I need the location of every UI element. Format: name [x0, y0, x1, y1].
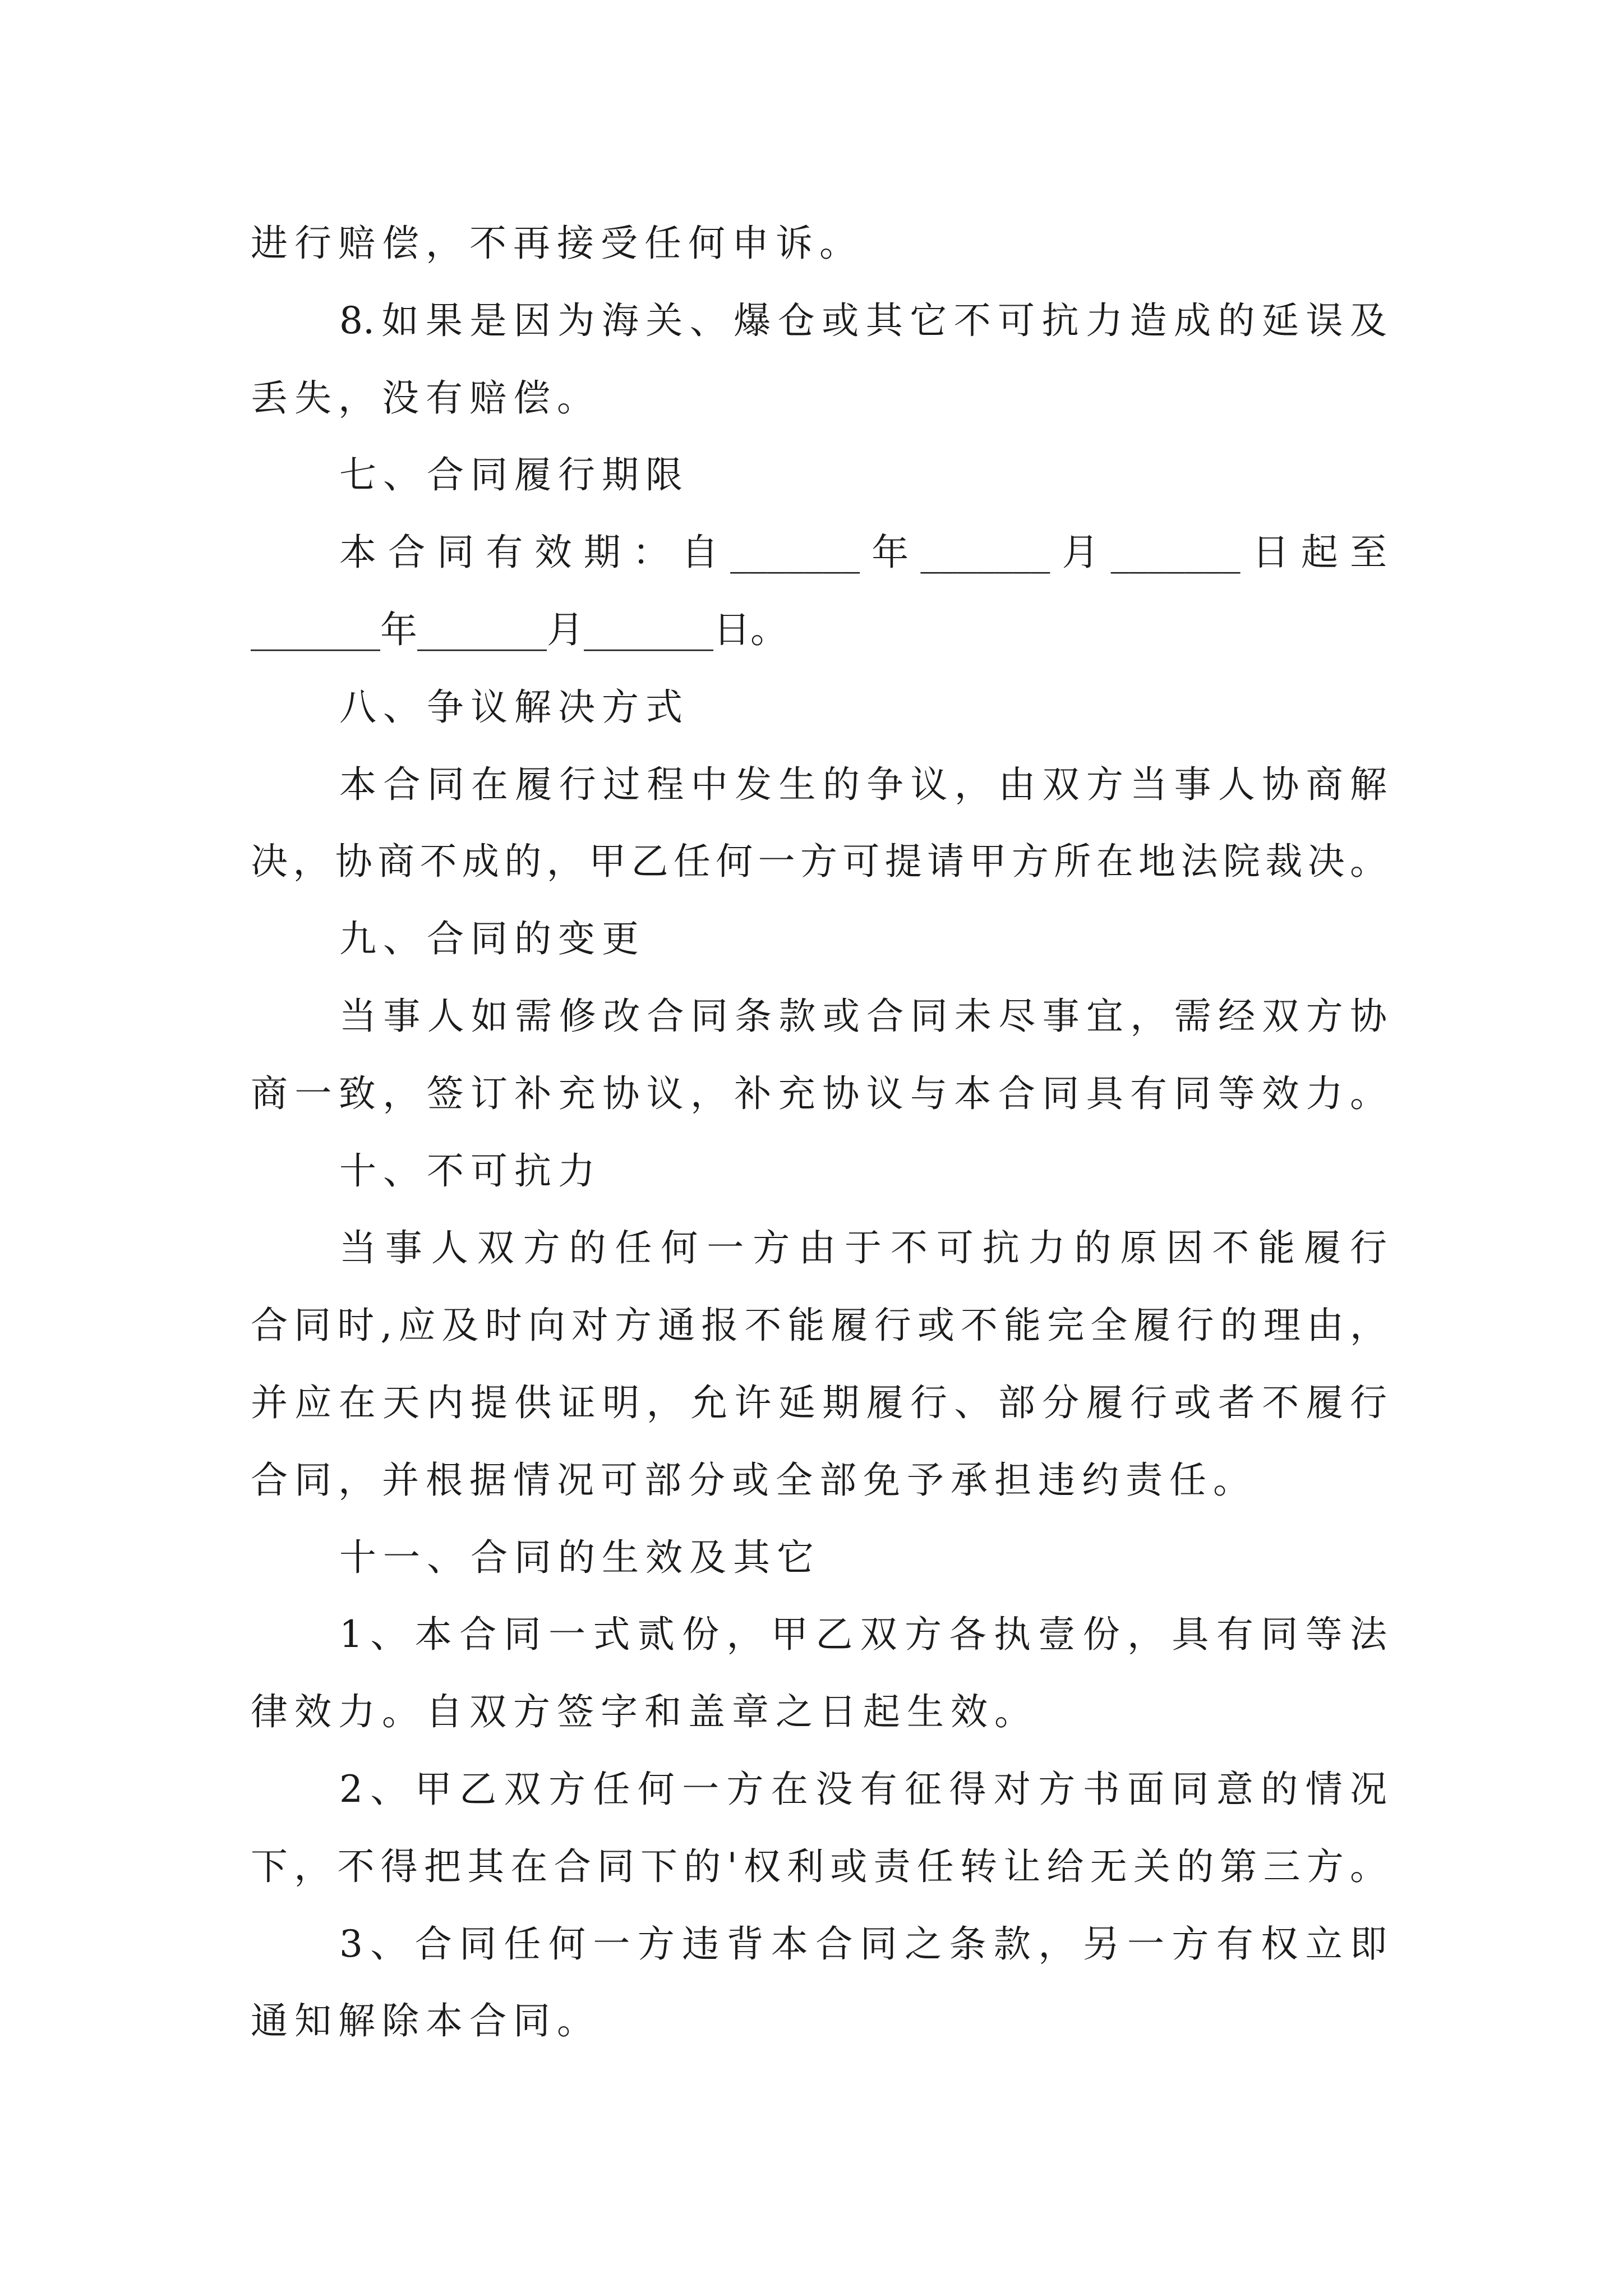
contract-changes-line-1: 当事人如需修改合同条款或合同未尽事宜，需经双方协 [339, 994, 1387, 1038]
effectiveness-clause-1-line-1: 1、本合同一式贰份，甲乙双方各执壹份，具有同等法 [339, 1613, 1387, 1657]
force-majeure-line-4: 合同，并根据情况可部分或全部免予承担违约责任。 [251, 1458, 1257, 1502]
section-heading-dispute-resolution: 八、争议解决方式 [339, 685, 689, 729]
force-majeure-line-1: 当事人双方的任何一方由于不可抗力的原因不能履行 [339, 1226, 1387, 1270]
contract-changes-line-2: 商一致，签订补充协议，补充协议与本合同具有同等效力。 [251, 1071, 1387, 1115]
effectiveness-clause-1-line-2: 律效力。自双方签字和盖章之日起生效。 [251, 1690, 1038, 1734]
section-heading-contract-changes: 九、合同的变更 [339, 917, 645, 961]
dispute-resolution-line-2: 决，协商不成的，甲乙任何一方可提请甲方所在地法院裁决。 [251, 840, 1387, 884]
force-majeure-line-2: 合同时,应及时向对方通报不能履行或不能完全履行的理由， [251, 1304, 1387, 1347]
clause-8-line-1: 8.如果是因为海关、爆仓或其它不可抗力造成的延误及 [339, 298, 1387, 342]
validity-period-line-2: _______年_______月_______日。 [251, 608, 787, 651]
effectiveness-clause-2-line-1: 2、甲乙双方任何一方在没有征得对方书面同意的情况 [339, 1767, 1387, 1811]
clause-7-continuation-line: 进行赔偿，不再接受任何申诉。 [251, 222, 863, 265]
effectiveness-clause-3-line-2: 通知解除本合同。 [251, 1999, 601, 2043]
effectiveness-clause-2-line-2: 下，不得把其在合同下的'权利或责任转让给无关的第三方。 [251, 1844, 1387, 1888]
section-heading-performance-period: 七、合同履行期限 [339, 453, 689, 497]
clause-8-line-2: 丢失，没有赔偿。 [251, 376, 601, 420]
contract-body-text [251, 205, 1387, 2060]
section-heading-force-majeure: 十、不可抗力 [339, 1149, 602, 1193]
validity-period-line-1: 本合同有效期：自_______年_______月_______日起至 [339, 531, 1387, 574]
dispute-resolution-line-1: 本合同在履行过程中发生的争议，由双方当事人协商解 [339, 762, 1387, 806]
section-heading-effectiveness: 十一、合同的生效及其它 [339, 1535, 820, 1579]
effectiveness-clause-3-line-1: 3、合同任何一方违背本合同之条款，另一方有权立即 [339, 1922, 1387, 1966]
force-majeure-line-3: 并应在天内提供证明，允许延期履行、部分履行或者不履行 [251, 1381, 1387, 1424]
